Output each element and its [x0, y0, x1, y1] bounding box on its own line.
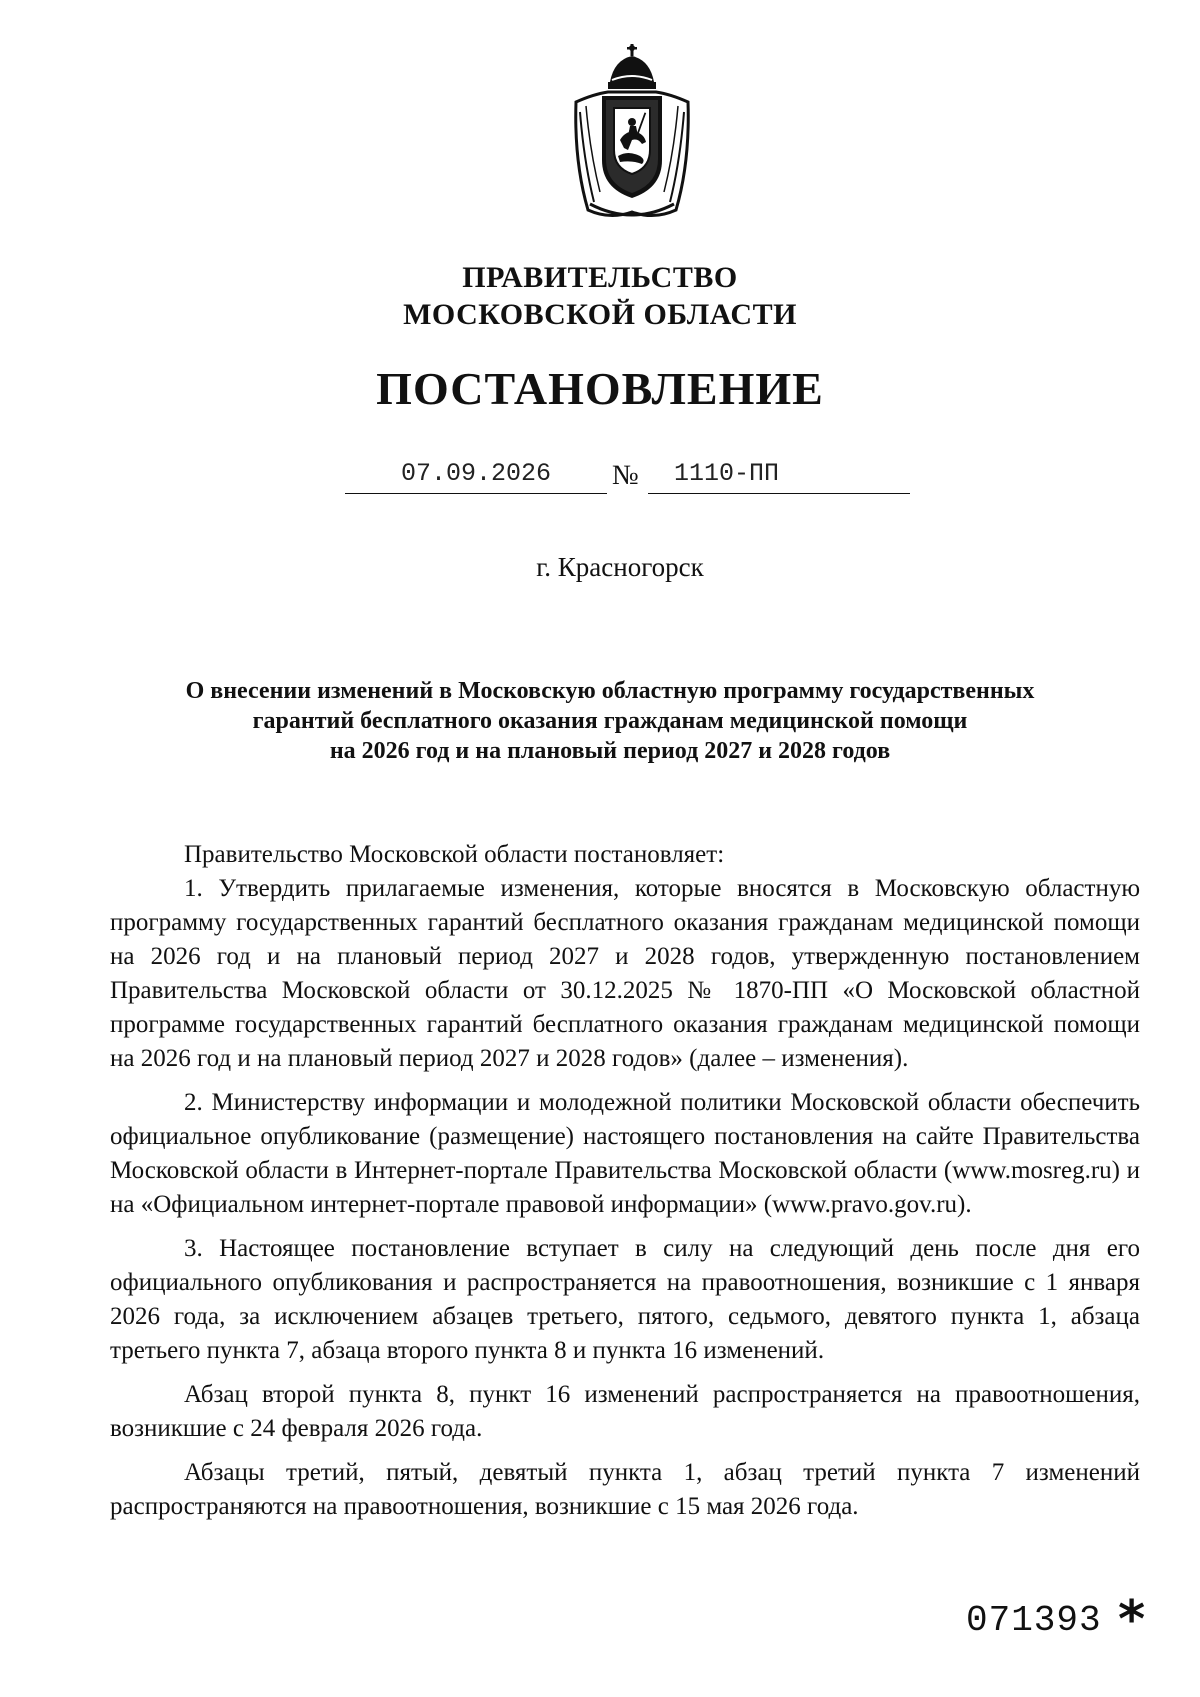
government-name-line2: МОСКОВСКОЙ ОБЛАСТИ	[403, 298, 797, 331]
document-type-heading: ПОСТАНОВЛЕНИЕ	[376, 363, 824, 414]
title-line: О внесении изменений в Московскую областную программу государственных	[185, 678, 1035, 704]
paragraph-1: 1. Утвердить прилагаемые изменения, которые вносятся в Московскую областную программу государственных гарантий бесплатного оказания гражданам медицинской помощи на 2026 год и на плановый период 2027 и 2028 годов, утвержденную постановлением Правительства Московской области от 30.12.2025 № 1870-ПП «О Московской областной программе государственных гарантий бесплатного оказания гражданам медицинской помощи на 2026 год и на плановый период 2027 и 2028 годов» (далее – изменения).	[110, 875, 1140, 1072]
intro-paragraph: Правительство Московской области постановляет:	[184, 841, 725, 868]
decree-body	[110, 838, 1140, 1534]
serial-number: 071393	[966, 1600, 1102, 1641]
asterisk-mark: *	[1118, 1590, 1146, 1650]
decree-number-field: 1110-ПП	[648, 455, 910, 494]
coat-of-arms-icon	[570, 42, 694, 222]
issue-place: г. Красногорск	[536, 552, 704, 582]
paragraph-2: 2. Министерству информации и молодежной политики Московской области обеспечить официальное опубликование (размещение) настоящего постановления на сайте Правительства Московской области в Интернет-портале Правительства Московской области (www.mosreg.ru) и на «Официальном интернет-портале правовой информации» (www.pravo.gov.ru).	[110, 1089, 1140, 1218]
government-name-line1: ПРАВИТЕЛЬСТВО	[462, 261, 738, 294]
title-line: гарантий бесплатного оказания гражданам медицинской помощи	[252, 708, 968, 734]
decree-date-field: 07.09.2026	[345, 455, 607, 494]
number-sign: №	[612, 460, 639, 491]
title-line: на 2026 год и на плановый период 2027 и 2028 годов	[329, 738, 891, 764]
paragraph-5: Абзацы третий, пятый, девятый пункта 1, абзац третий пункта 7 изменений распространяются на правоотношения, возникшие с 15 мая 2026 года.	[110, 1459, 1140, 1520]
decree-title	[120, 676, 1100, 766]
paragraph-4: Абзац второй пункта 8, пункт 16 изменений распространяется на правоотношения, возникшие с 24 февраля 2026 года.	[110, 1381, 1140, 1442]
paragraph-3: 3. Настоящее постановление вступает в силу на следующий день после дня его официального опубликования и распространяется на правоотношения, возникшие с 1 января 2026 года, за исключением абзацев третьего, пятого, седьмого, девятого пункта 1, абзаца третьего пункта 7, абзаца второго пункта 8 и пункта 16 изменений.	[110, 1235, 1140, 1364]
